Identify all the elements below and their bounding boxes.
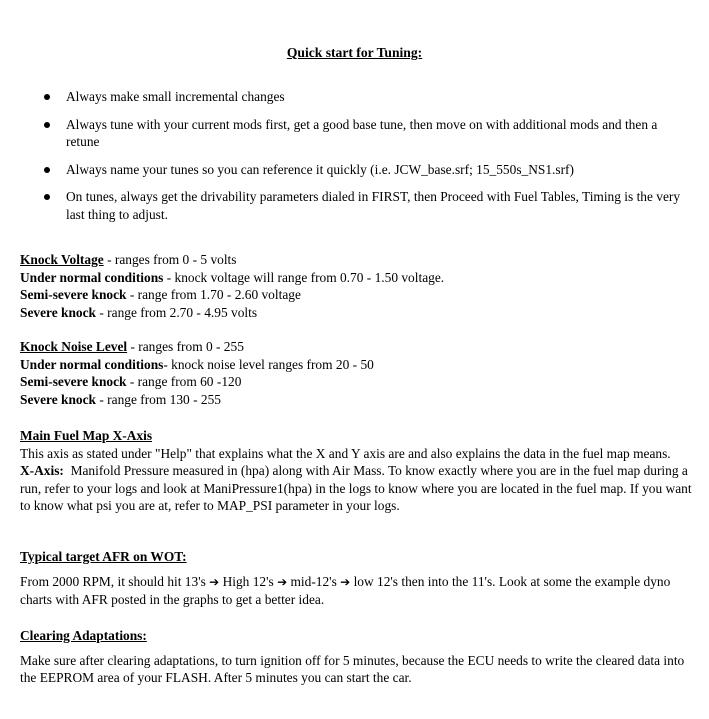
- list-item-text: On tunes, always get the drivability parameters dialed in FIRST, then Proceed with Fuel Tables, Timing is the very last thing to adjust.: [66, 189, 681, 222]
- severe-label: Severe knock: [20, 391, 97, 407]
- tips-list: [0, 88, 709, 233]
- clearing-section: [20, 627, 695, 687]
- normal-label: Under normal conditions: [20, 356, 164, 372]
- semi-severe-text: - range from 1.70 - 2.60 voltage: [126, 287, 301, 302]
- afr-paragraph: [20, 573, 695, 609]
- clearing-heading: Clearing Adaptations:: [20, 628, 147, 643]
- severe-label: Severe knock: [20, 304, 97, 320]
- afr-text-1: From 2000 RPM, it should hit 13's: [20, 573, 210, 589]
- afr-section: [20, 548, 695, 609]
- afr-heading: Typical target AFR on WOT:: [20, 549, 187, 564]
- semi-severe-label: Semi-severe knock: [20, 374, 127, 389]
- knock-noise-section: [20, 338, 695, 408]
- clearing-paragraph: Make sure after clearing adaptations, to turn ignition off for 5 minutes, because the ECU needs to write the cleared data into the EEPROM area of your FLASH. After 5 minutes you can start the car.: [20, 652, 685, 685]
- knock-noise-range: - ranges from 0 - 255: [127, 339, 244, 354]
- fuel-map-section: [20, 427, 695, 515]
- afr-text-3: mid-12's: [287, 573, 341, 589]
- semi-severe-text: - range from 60 -120: [126, 374, 242, 389]
- arrow-right-icon: ➔: [277, 574, 288, 589]
- severe-text: - range from 130 - 255: [96, 391, 221, 407]
- bullet-icon: [44, 94, 50, 100]
- arrow-right-icon: ➔: [209, 574, 220, 589]
- normal-text: - knock noise level ranges from 20 - 50: [163, 356, 374, 372]
- semi-severe-label: Semi-severe knock: [20, 287, 127, 302]
- afr-text-4: low 12's then into the 11's. Look at some the example dyno charts with AFR posted in the graphs to get a better idea.: [20, 573, 671, 607]
- knock-voltage-heading: Knock Voltage: [20, 252, 104, 267]
- list-item: [0, 88, 709, 106]
- document-title: Quick start for Tuning:: [286, 45, 423, 60]
- bullet-icon: [44, 167, 50, 173]
- knock-noise-heading: Knock Noise Level: [20, 339, 128, 354]
- list-item: [0, 116, 709, 151]
- list-item-text: Always name your tunes so you can reference it quickly (i.e. JCW_base.srf; 15_550s_NS1.srf): [66, 161, 574, 177]
- x-axis-paragraph: [20, 462, 695, 515]
- normal-label: Under normal conditions: [20, 269, 164, 285]
- bullet-icon: [44, 194, 50, 200]
- severe-text: - range from 2.70 - 4.95 volts: [96, 304, 258, 320]
- afr-text-2: High 12's: [219, 573, 278, 589]
- list-item: [0, 161, 709, 179]
- normal-text: - knock voltage will range from 0.70 - 1.50 voltage.: [163, 269, 445, 285]
- x-axis-text: Manifold Pressure measured in (hpa) along with Air Mass. To know exactly where you are in the fuel map during a run, refer to your logs and look at ManiPressure1(hpa) in the logs to know where you are located in the fuel map. If you want to know what psi you are at, refer to MAP_PSI parameter in your logs.: [20, 463, 695, 513]
- list-item-text: Always make small incremental changes: [66, 89, 285, 104]
- x-axis-label: X-Axis:: [20, 463, 64, 478]
- bullet-icon: [44, 122, 50, 128]
- knock-voltage-section: [20, 251, 695, 321]
- knock-voltage-range: - ranges from 0 - 5 volts: [103, 252, 237, 267]
- list-item: [0, 188, 709, 223]
- list-item-text: Always tune with your current mods first, get a good base tune, then move on with additional mods and then a retune: [66, 116, 658, 149]
- fuel-map-heading: Main Fuel Map X-Axis: [20, 428, 153, 443]
- arrow-right-icon: ➔: [340, 574, 351, 589]
- fuel-map-paragraph: This axis as stated under "Help" that explains what the X and Y axis are and also explains the data in the fuel map means.: [20, 445, 671, 461]
